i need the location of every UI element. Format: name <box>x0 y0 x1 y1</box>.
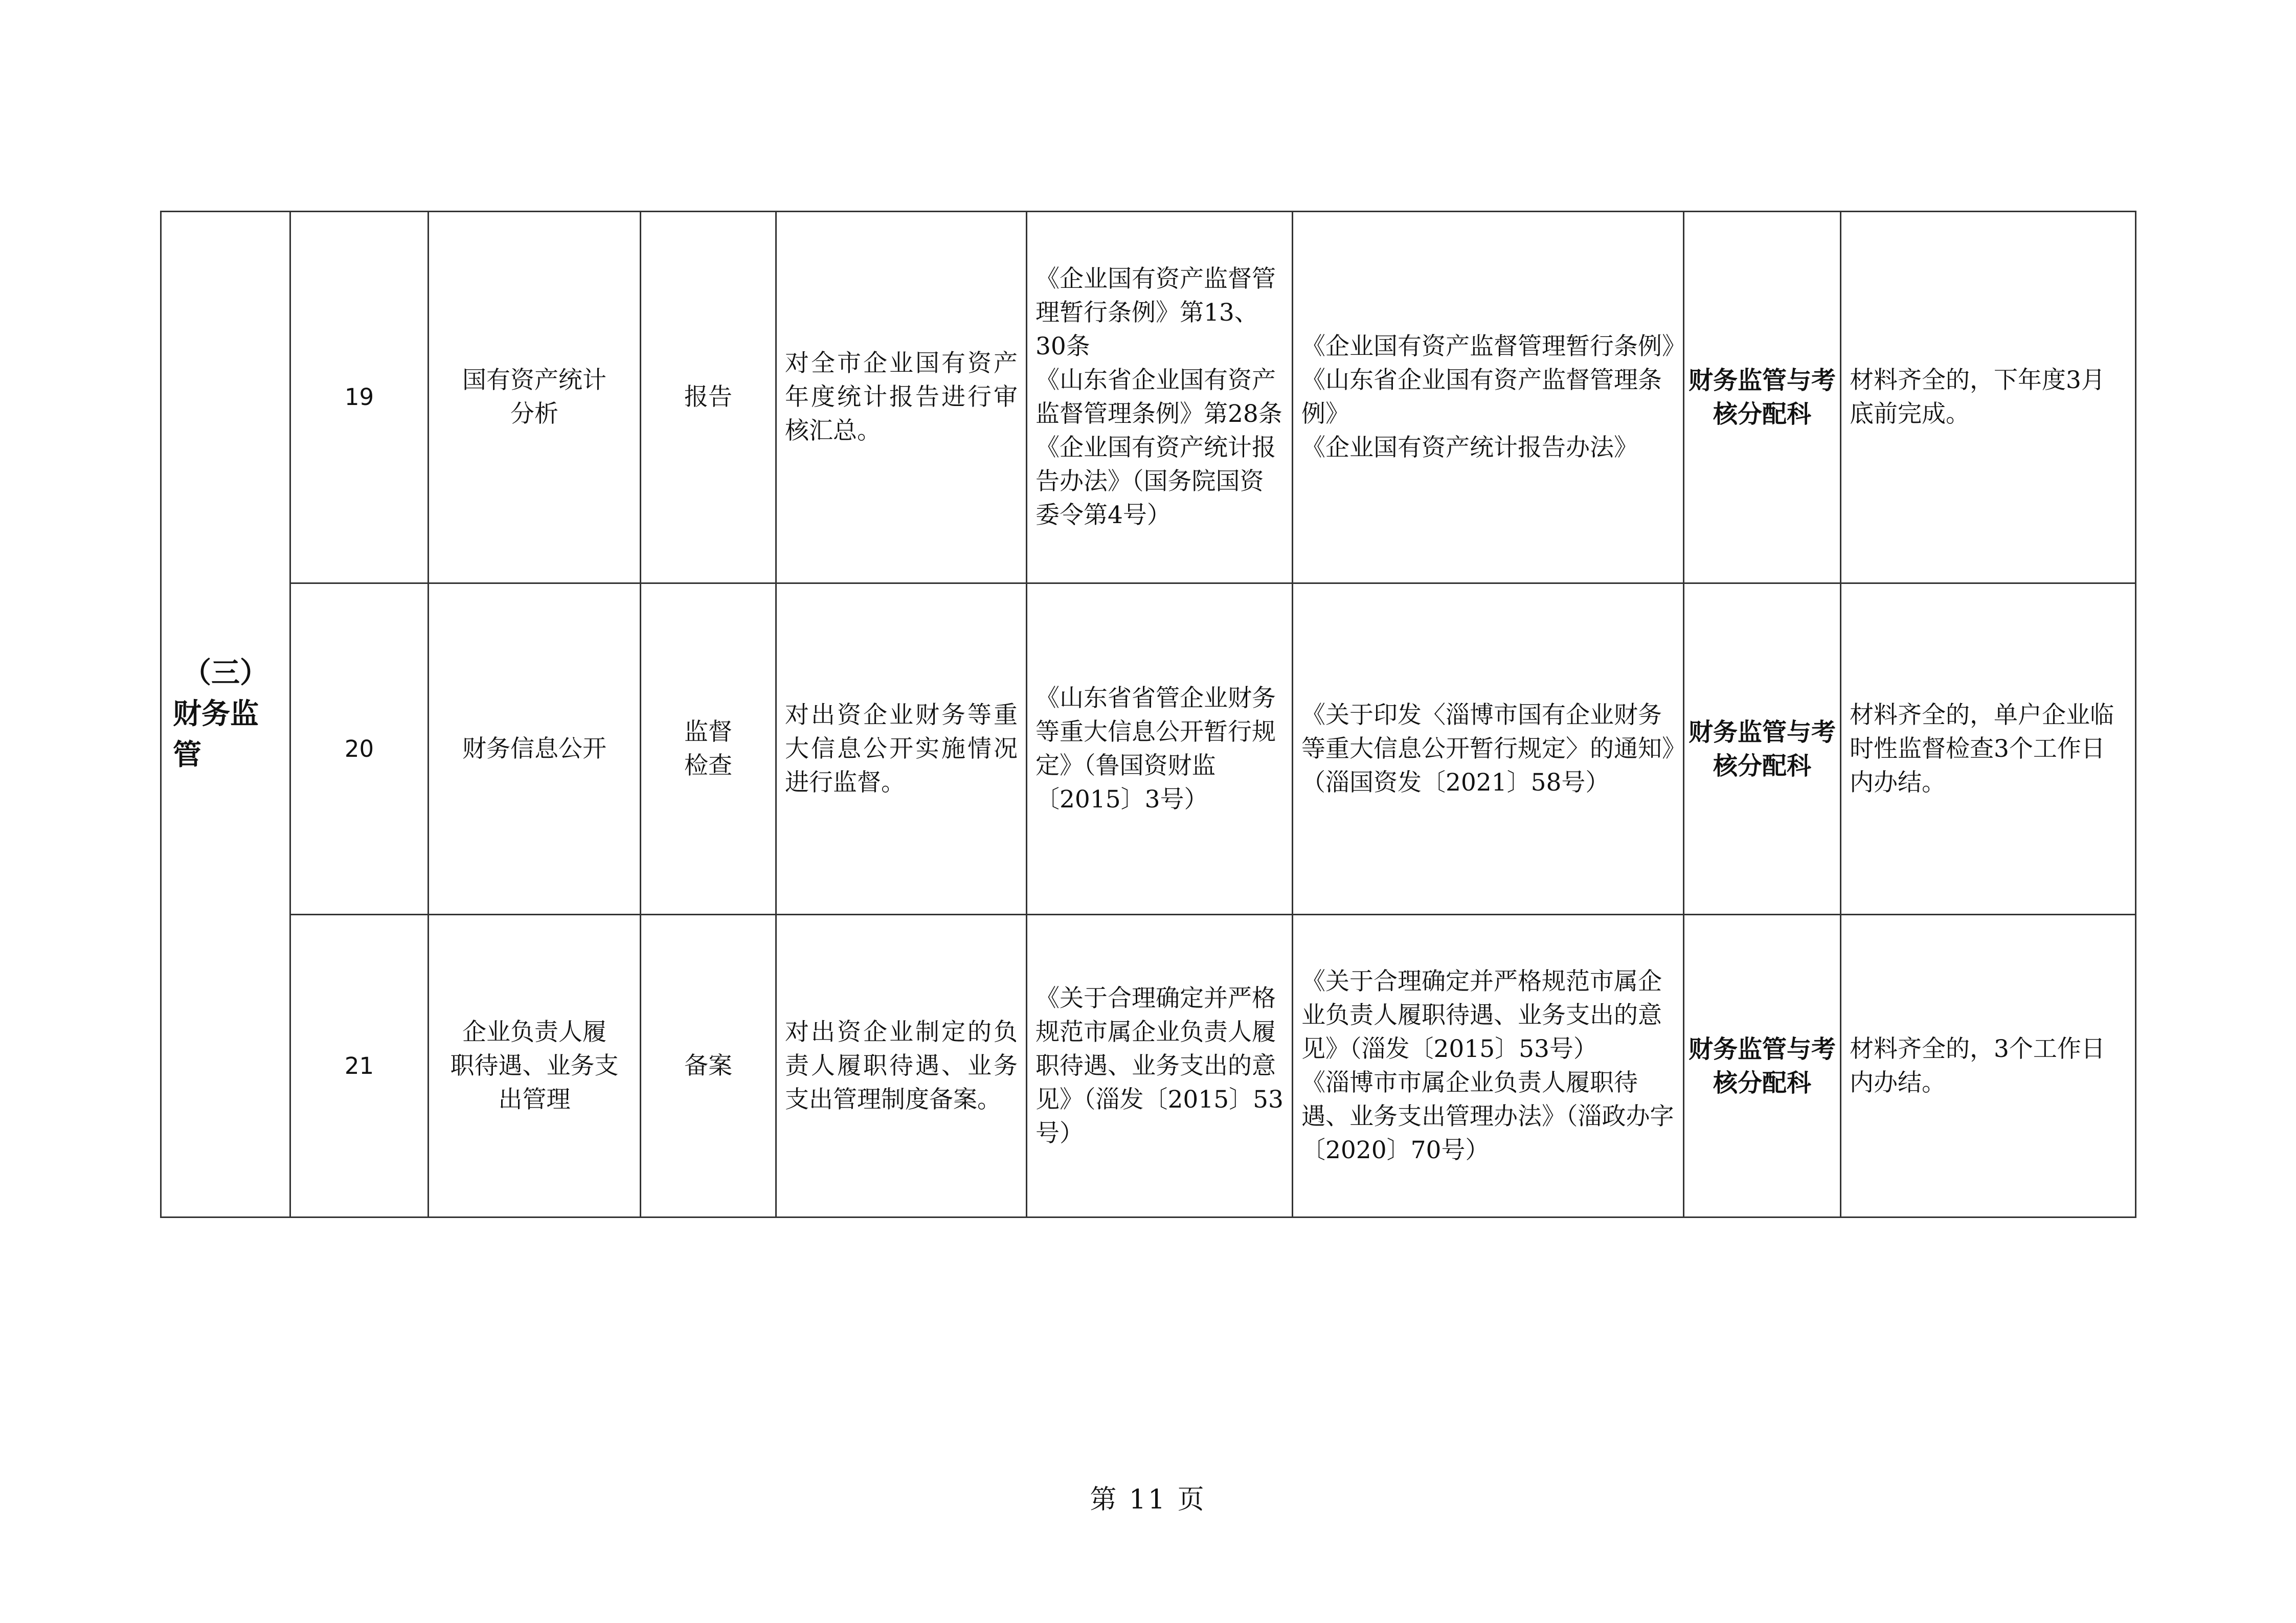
category-label-line: 管 <box>173 738 201 772</box>
item-name-line: 出管理 <box>498 1085 571 1114</box>
item-name-line: 国有资产统计 <box>462 366 606 394</box>
legal-basis-line: 《企业国有资产统计报告办法》（国务院国资委令第4号） <box>1036 434 1276 529</box>
content-cell: 对出资企业财务等重大信息公开实施情况进行监督。 <box>776 583 1027 915</box>
row-number: 19 <box>290 212 429 583</box>
legal-basis-line: 《山东省企业国有资产监督管理条例》第28条 <box>1036 366 1282 428</box>
implementation-basis-line: 《关于合理确定并严格规范市属企业负责人履职待遇、业务支出的意见》（淄发〔2015〕53号） <box>1301 967 1662 1063</box>
row-number: 20 <box>290 583 429 915</box>
implementation-basis-line: 《淄博市市属企业负责人履职待遇、业务支出管理办法》（淄政办字〔2020〕70号） <box>1301 1068 1674 1164</box>
item-name-line: 分析 <box>510 400 558 428</box>
table-row <box>161 212 2136 583</box>
legal-basis-cell <box>1027 583 1293 915</box>
item-type-cell <box>641 583 776 915</box>
implementation-basis-line: 《山东省企业国有资产监督管理条例》 <box>1301 366 1662 428</box>
legal-basis-cell <box>1027 212 1293 583</box>
item-type-cell <box>641 915 776 1218</box>
item-type-line: 备案 <box>684 1051 732 1080</box>
legal-basis-line: 《关于合理确定并严格规范市属企业负责人履职待遇、业务支出的意见》（淄发〔2015〕53号） <box>1036 984 1284 1147</box>
department-cell: 财务监管与考核分配科 <box>1684 212 1841 583</box>
category-cell <box>161 212 290 1218</box>
legal-basis-line: 《企业国有资产监督管理暂行条例》第13、30条 <box>1036 265 1276 360</box>
department-cell: 财务监管与考核分配科 <box>1684 915 1841 1218</box>
page-number: 第 11 页 <box>1090 1484 1206 1515</box>
content-cell: 对全市企业国有资产年度统计报告进行审核汇总。 <box>776 212 1027 583</box>
implementation-basis-cell <box>1293 583 1684 915</box>
table-row <box>161 915 2136 1218</box>
item-name-cell <box>429 915 641 1218</box>
responsibility-table <box>160 211 2136 1218</box>
item-name-line: 财务信息公开 <box>462 734 606 763</box>
time-limit-cell: 材料齐全的，单户企业临时性监督检查3个工作日内办结。 <box>1841 583 2136 915</box>
item-type-cell <box>641 212 776 583</box>
table-row <box>161 583 2136 915</box>
implementation-basis-line: 《关于印发〈淄博市国有企业财务等重大信息公开暂行规定〉的通知》（淄国资发〔2021〕58号） <box>1301 701 1674 797</box>
item-name-line: 职待遇、业务支 <box>450 1051 619 1080</box>
category-label-line: （三） <box>183 657 268 690</box>
legal-basis-line: 《山东省省管企业财务等重大信息公开暂行规定》（鲁国资财监〔2015〕3号） <box>1036 684 1276 814</box>
item-name-cell <box>429 212 641 583</box>
item-name-cell <box>429 583 641 915</box>
time-limit-cell: 材料齐全的，3个工作日内办结。 <box>1841 915 2136 1218</box>
implementation-basis-line: 《企业国有资产监督管理暂行条例》 <box>1301 332 1686 360</box>
item-name-line: 企业负责人履 <box>462 1018 606 1046</box>
content-cell: 对出资企业制定的负责人履职待遇、业务支出管理制度备案。 <box>776 915 1027 1218</box>
item-type-line: 监督 <box>684 717 732 746</box>
implementation-basis-cell <box>1293 212 1684 583</box>
implementation-basis-cell <box>1293 915 1684 1218</box>
implementation-basis-line: 《企业国有资产统计报告办法》 <box>1301 434 1638 462</box>
time-limit-cell: 材料齐全的，下年度3月底前完成。 <box>1841 212 2136 583</box>
department-cell: 财务监管与考核分配科 <box>1684 583 1841 915</box>
legal-basis-cell <box>1027 915 1293 1218</box>
category-label-line: 财务监 <box>173 697 259 731</box>
item-type-line: 报告 <box>684 383 732 411</box>
row-number: 21 <box>290 915 429 1218</box>
item-type-line: 检查 <box>684 751 732 780</box>
